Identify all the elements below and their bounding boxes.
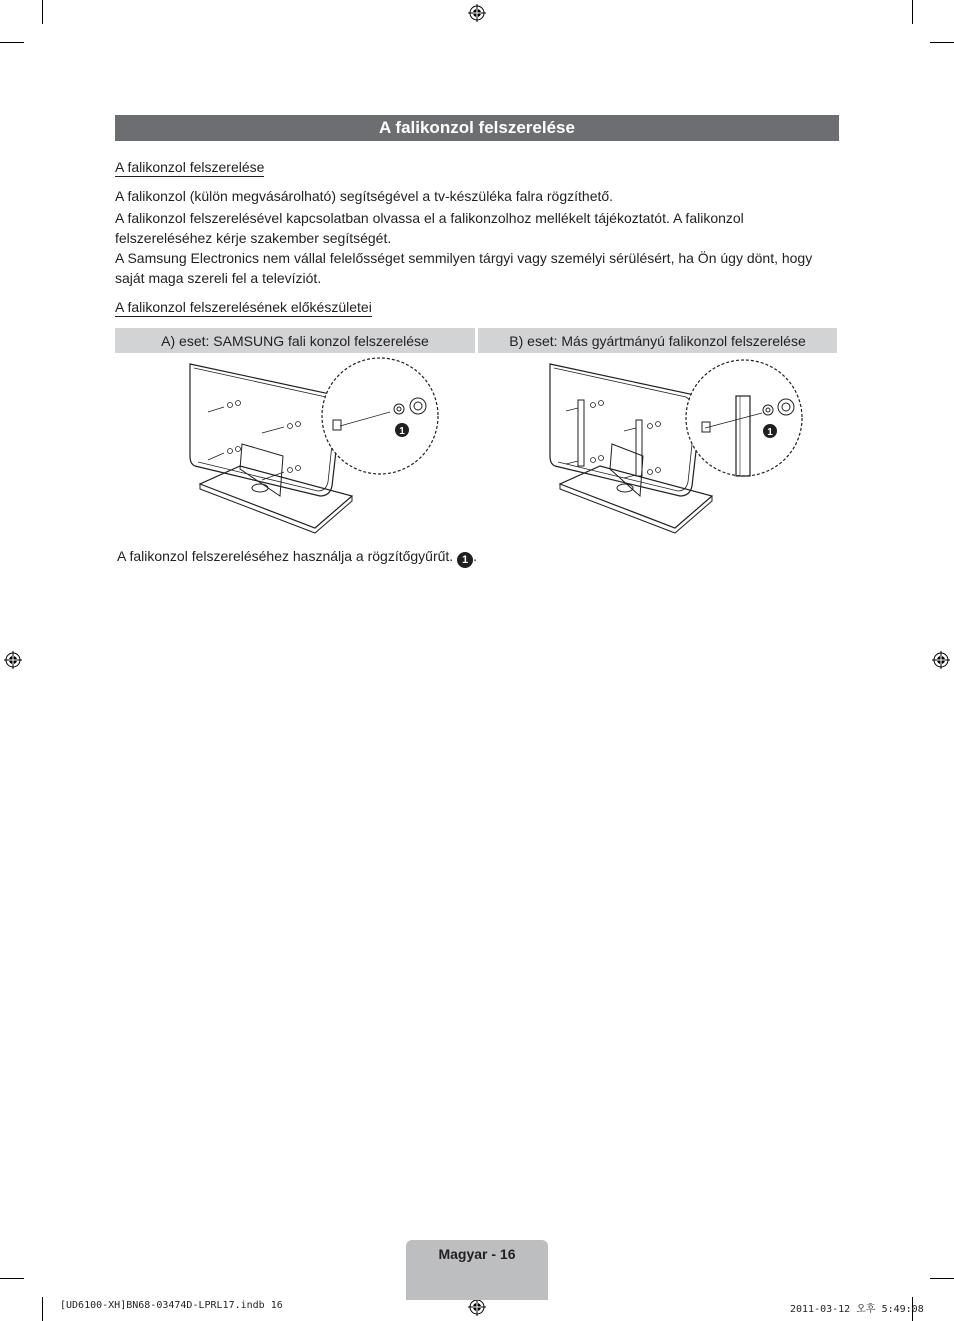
print-slug-timestamp: 2011-03-12 오후 5:49:08 [790, 1304, 924, 1315]
subheading-wall-mount: A falikonzol felszerelése [115, 159, 265, 175]
tv-back-illustration [180, 356, 445, 534]
registration-mark-icon [468, 1298, 486, 1316]
crop-mark-icon [930, 1278, 954, 1279]
subheading-preparation: A falikonzol felszerelésének előkészületei [115, 299, 372, 315]
registration-mark-icon [468, 4, 486, 22]
paragraph-intro: A falikonzol (külön megvásárolható) segítségével a tv-készüléka falra rögzíthető. [115, 188, 614, 204]
case-b-header: B) eset: Más gyártmányú falikonzol felszerelése [478, 328, 837, 353]
crop-mark-icon [930, 42, 954, 43]
case-a-header: A) eset: SAMSUNG fali konzol felszerelése [115, 328, 475, 353]
note-period: . [473, 548, 477, 564]
print-slug-file: [UD6100-XH]BN68-03474D-LPRL17.indb 16 [60, 1300, 283, 1311]
page-number: Magyar - 16 [438, 1246, 516, 1262]
callout-number: 1 [457, 552, 473, 568]
note-line [117, 548, 477, 568]
callout-number: 1 [399, 426, 405, 437]
paragraph-instructions: A falikonzol felszerelésével kapcsolatban olvassa el a falikonzolhoz mellékelt tájékoztatót. A falikonzol felszereléséhez kérje szakember segítségét. [115, 210, 744, 246]
paragraph-liability: A Samsung Electronics nem vállal felelősséget semmilyen tárgyi vagy személyi sérülésért, ha Ön úgy dönt, hogy saját maga szereli fel a televíziót. [115, 250, 813, 286]
registration-mark-icon [932, 651, 950, 669]
note-text: A falikonzol felszereléséhez használja a rögzítőgyűrűt. [117, 548, 454, 564]
section-title: A falikonzol felszerelése [115, 115, 839, 141]
crop-mark-icon [42, 1297, 43, 1321]
crop-mark-icon [912, 0, 913, 24]
crop-mark-icon [42, 0, 43, 24]
callout-number: 1 [767, 427, 773, 438]
registration-mark-icon [4, 651, 22, 669]
crop-mark-icon [0, 42, 24, 43]
wall-bracket-illustration [540, 356, 810, 534]
crop-mark-icon [0, 1278, 24, 1279]
